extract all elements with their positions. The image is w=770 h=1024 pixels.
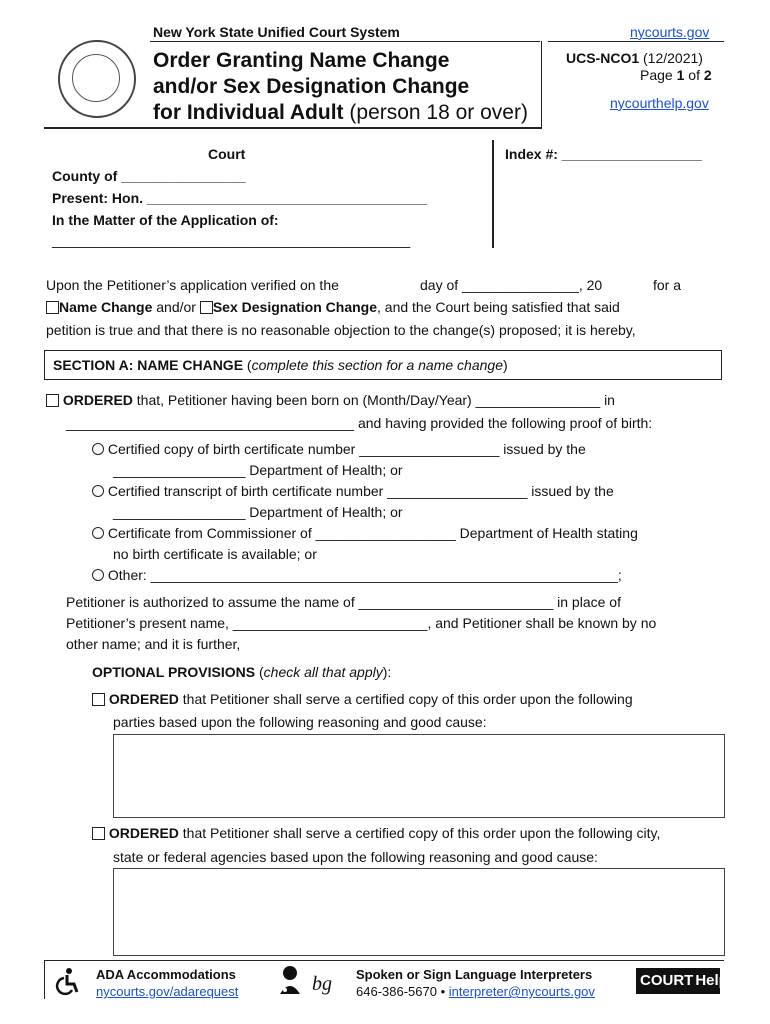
county-field[interactable]: County of ________________: [52, 168, 246, 184]
interpreter-contact: 646-386-5670 • interpreter@nycourts.gov: [356, 984, 595, 999]
present-hon-field[interactable]: Present: Hon. ____________________________________: [52, 190, 428, 206]
proof-option-3-note: no birth certificate is available; or: [113, 546, 317, 562]
nycourthelp-link[interactable]: nycourthelp.gov: [610, 95, 709, 111]
page-title: Order Granting Name Change and/or Sex Designation Change for Individual Adult (person 18 or over): [153, 49, 528, 124]
ordered-birth-line: ORDERED that, Petitioner having been born on (Month/Day/Year) ________________ in: [46, 392, 615, 408]
optional-provisions-title: OPTIONAL PROVISIONS (check all that apply):: [92, 664, 392, 680]
optional-ordered-1: ORDERED that Petitioner shall serve a certified copy of this order upon the following: [92, 691, 633, 707]
radio-other[interactable]: [92, 569, 104, 581]
optional-ordered-1-cont: parties based upon the following reasoning and good cause:: [113, 714, 487, 730]
name-change-checkbox[interactable]: [46, 301, 59, 314]
proof-option-2-dept[interactable]: _________________ Department of Health; or: [113, 504, 403, 520]
matter-label: In the Matter of the Application of:: [52, 212, 279, 228]
applicant-name-field[interactable]: ______________________________________________: [52, 232, 411, 248]
interpreter-icon: [276, 964, 346, 998]
section-a-header: SECTION A: NAME CHANGE (complete this section for a name change): [44, 350, 722, 380]
intro-for-a: for a: [653, 277, 682, 293]
optional-ordered-2: ORDERED that Petitioner shall serve a certified copy of this order upon the following city,: [92, 825, 660, 841]
ada-link[interactable]: nycourts.gov/adarequest: [96, 984, 239, 999]
further-text: other name; and it is further,: [66, 636, 241, 652]
intro-line-3: petition is true and that there is no reasonable objection to the change(s) proposed; it is hereby,: [46, 322, 636, 338]
page-indicator: Page 1 of 2: [640, 67, 712, 83]
optional-agencies-checkbox[interactable]: [92, 827, 105, 840]
parties-reasoning-textarea[interactable]: [113, 734, 725, 818]
court-help-logo[interactable]: COURT Help: [636, 968, 720, 994]
index-number-field[interactable]: Index #: __________________: [505, 146, 702, 162]
new-name-field[interactable]: Petitioner is authorized to assume the name of _________________________ in place of: [66, 594, 621, 610]
form-code: UCS-NCO1 (12/2021): [566, 50, 703, 66]
svg-text:bg: bg: [312, 973, 332, 995]
intro-line-2: Name Change and/or Sex Designation Change, and the Court being satisfied that said: [46, 299, 620, 315]
optional-ordered-2-cont: state or federal agencies based upon the following reasoning and good cause:: [113, 849, 598, 865]
radio-birth-cert-copy[interactable]: [92, 443, 104, 455]
optional-parties-checkbox[interactable]: [92, 693, 105, 706]
org-name: New York State Unified Court System: [153, 24, 400, 40]
proof-option-other[interactable]: Other: ____________________________________________________________;: [92, 567, 622, 583]
proof-option-1-dept[interactable]: _________________ Department of Health; or: [113, 462, 403, 478]
intro-date-field[interactable]: day of _______________, 20: [420, 277, 603, 293]
birthplace-field[interactable]: _____________________________________ and having provided the following proof of birth:: [66, 415, 653, 431]
nycourts-link[interactable]: nycourts.gov: [630, 24, 710, 40]
interpreter-email-link[interactable]: interpreter@nycourts.gov: [448, 984, 595, 999]
proof-option-3[interactable]: Certificate from Commissioner of __________________ Department of Health stating: [92, 525, 638, 541]
ada-title: ADA Accommodations: [96, 967, 236, 982]
proof-option-2[interactable]: Certified transcript of birth certificate number __________________ issued by the: [92, 483, 614, 499]
court-label: Court: [208, 146, 246, 162]
agencies-reasoning-textarea[interactable]: [113, 868, 725, 956]
present-name-field[interactable]: Petitioner’s present name, _________________________, and Petitioner shall be known by no: [66, 615, 657, 631]
radio-birth-cert-transcript[interactable]: [92, 485, 104, 497]
wheelchair-icon: [52, 966, 82, 996]
interpreter-title: Spoken or Sign Language Interpreters: [356, 967, 593, 982]
sex-designation-checkbox[interactable]: [200, 301, 213, 314]
intro-line-1: Upon the Petitioner’s application verified on the: [46, 277, 339, 293]
radio-commissioner-cert[interactable]: [92, 527, 104, 539]
state-seal-icon: [58, 40, 136, 118]
ordered-checkbox[interactable]: [46, 394, 59, 407]
proof-option-1[interactable]: Certified copy of birth certificate number __________________ issued by the: [92, 441, 586, 457]
